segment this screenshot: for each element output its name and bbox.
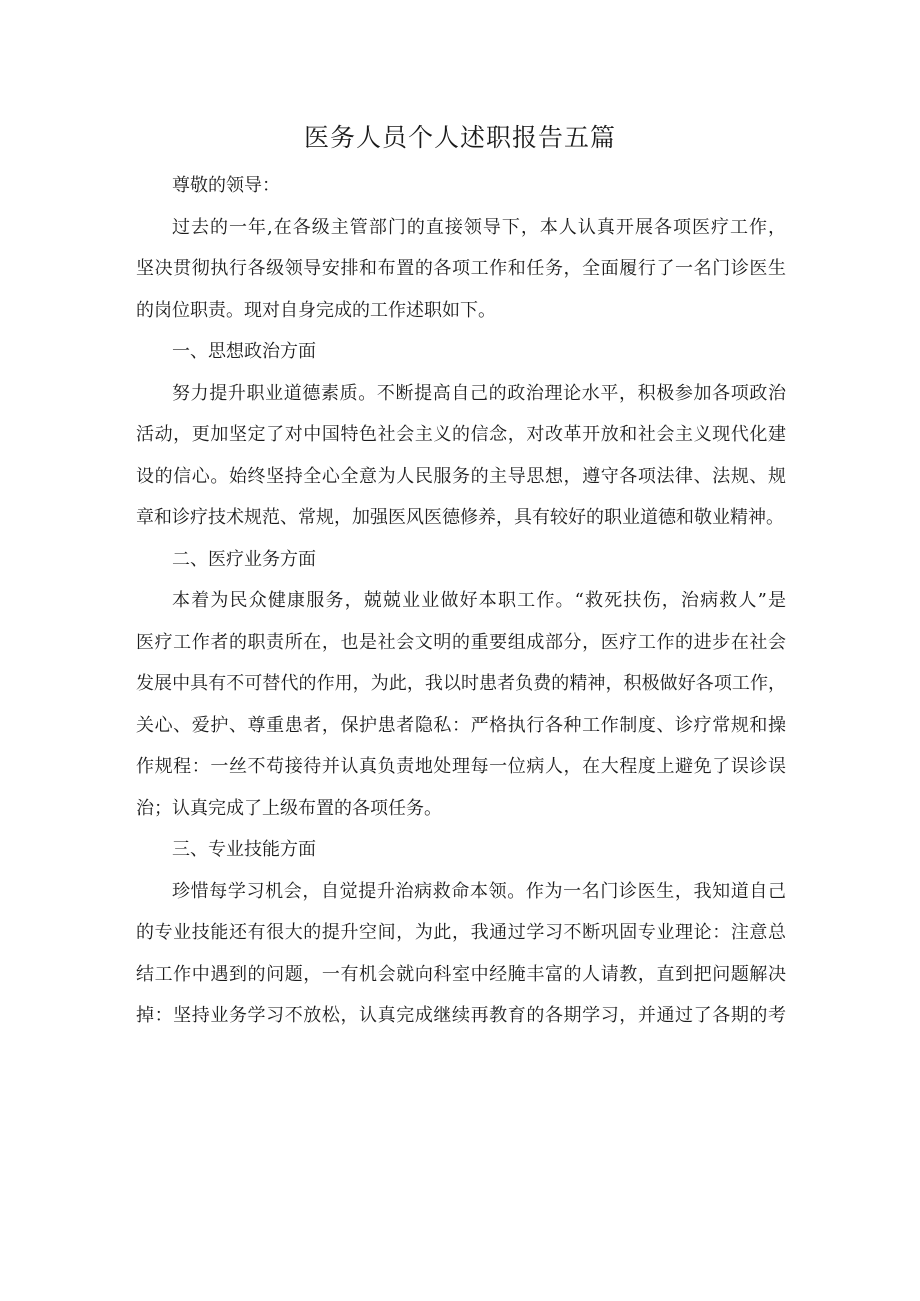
paragraph-line: 作规程：一丝不苟接待并认真负责地处理每一位病人，在大程度上避免了误诊误: [136, 756, 786, 777]
section-heading-2: [136, 539, 786, 581]
greeting: 尊敬的领导：: [172, 175, 280, 196]
section-heading: 三、专业技能方面: [172, 839, 316, 860]
paragraph-line: 结工作中遇到的问题，一有机会就向科室中经腌丰富的人请教，直到把问题解决: [136, 963, 786, 985]
paragraph-line: 发展中具有不可替代的作用，为此，我以时患者负费的精神，积极做好各项工作，: [136, 673, 786, 694]
paragraph-line: 坚决贯彻执行各级领导安排和布置的各项工作和任务，全面履行了一名门诊医生: [136, 258, 786, 279]
section-heading: 一、思想政治方面: [172, 341, 316, 362]
paragraph-skills: [136, 871, 786, 1037]
paragraph-medical: [136, 580, 786, 829]
paragraph-line: 过去的一年,在各级主管部门的直接领导下，本人认真开展各项医疗工作，: [172, 216, 786, 238]
document-title: 医务人员个人述职报告五篇: [303, 123, 616, 152]
paragraph-line: 的岗位职责。现对自身完成的工作述职如下。: [136, 299, 496, 321]
paragraph-line: 活动，更加坚定了对中国特色社会主义的信念，对改革开放和社会主义现代化建: [136, 424, 786, 445]
paragraph-line: 关心、爱护、尊重患者，保护患者隐私：严格执行各种工作制度、诊疗常规和操: [136, 714, 786, 736]
document-body: [136, 165, 786, 1037]
paragraph-intro: [136, 207, 786, 332]
paragraph-line: 的专业技能还有很大的提升空间，为此，我通过学习不断巩固专业理论：注意总: [136, 922, 786, 943]
paragraph-line: 珍惜每学习机会，自觉提升治病救命本领。作为一名门诊医生，我知道自己: [172, 880, 786, 902]
section-heading: 二、医疗业务方面: [172, 548, 316, 570]
paragraph-line: 掉：坚持业务学习不放松，认真完成继续再教育的各期学习，并通过了各期的考: [136, 1005, 786, 1026]
paragraph-political: [136, 373, 786, 539]
paragraph-line: 治；认真完成了上级布置的各项任务。: [136, 797, 442, 819]
paragraph-line: 本着为民众健康服务，兢兢业业做好本职工作。“救死扶伤，治病救人”是: [172, 590, 786, 611]
paragraph-line: 章和诊疗技术规范、常规，加强医风医德修养，具有较好的职业道德和敬业精神。: [136, 507, 784, 528]
paragraph-line: 设的信心。始终坚持全心全意为人民服务的主导思想，遵守各项法律、法规、规: [136, 465, 786, 487]
section-heading-1: [136, 331, 786, 373]
section-heading-3: [136, 829, 786, 871]
paragraph-line: 努力提升职业道德素质。不断提高自己的政治理论水平，积极参加各项政治: [172, 382, 786, 404]
paragraph-line: 医疗工作者的职责所在，也是社会文明的重要组成部分，医疗工作的进步在社会: [136, 631, 786, 653]
